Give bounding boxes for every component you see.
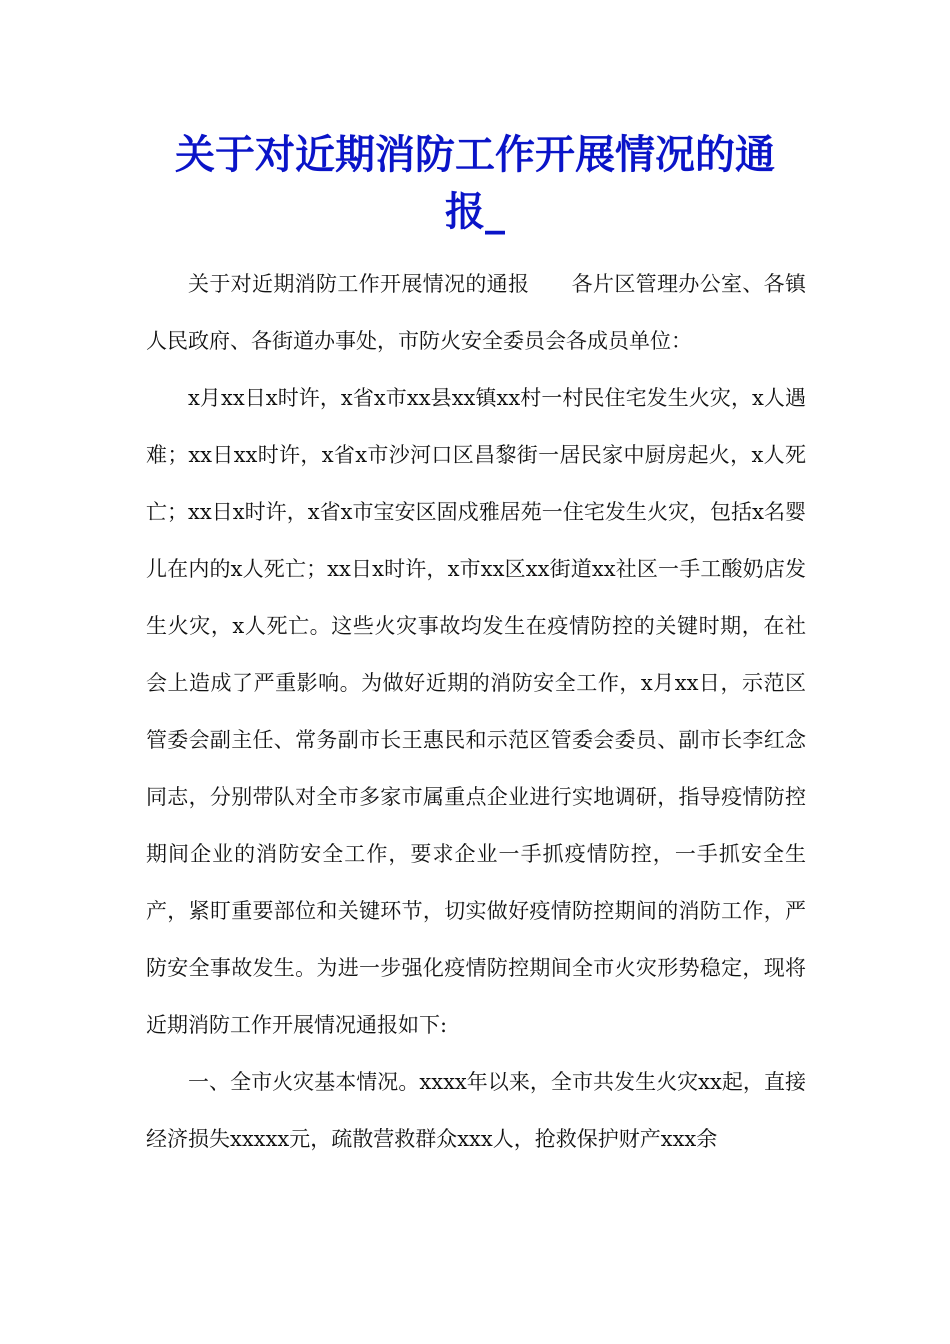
document-title xyxy=(140,126,810,240)
title-line-2: 报_ xyxy=(445,188,505,235)
paragraph-rest: 各片区管理办公室、各镇人民政府、各街道办事处，市防火安全委员会各成员单位： xyxy=(146,272,807,353)
paragraph-recipients xyxy=(146,256,806,370)
paragraph-lead: 关于对近期消防工作开展情况的通报 xyxy=(188,272,530,296)
title-line-1: 关于对近期消防工作开展情况的通 xyxy=(175,131,775,178)
paragraph-section-1: 一、全市火灾基本情况。xxxx年以来，全市共发生火灾xx起，直接经济损失xxxxx元，疏散营救群众xxx人，抢救保护财产xxx余 xyxy=(146,1070,806,1151)
document-body xyxy=(146,256,806,1168)
paragraph-incidents: x月xx日x时许，x省x市xx县xx镇xx村一村民住宅发生火灾，x人遇难；xx日xx时许，x省x市沙河口区昌黎街一居民家中厨房起火，x人死亡；xx日x时许，x省x市宝安区固戍雅居苑一住宅发生火灾，包括x名婴儿在内的x人死亡；xx日x时许，x市xx区xx街道xx社区一手工酸奶店发生火灾，x人死亡。这些火灾事故均发生在疫情防控的关键时期，在社会上造成了严重影响。为做好近期的消防安全工作，x月xx日，示范区管委会副主任、常务副市长王惠民和示范区管委会委员、副市长李红念同志，分别带队对全市多家市属重点企业进行实地调研，指导疫情防控期间企业的消防安全工作，要求企业一手抓疫情防控，一手抓安全生产，紧盯重要部位和关键环节，切实做好疫情防控期间的消防工作，严防安全事故发生。为进一步强化疫情防控期间全市火灾形势稳定，现将近期消防工作开展情况通报如下: xyxy=(146,386,806,1037)
